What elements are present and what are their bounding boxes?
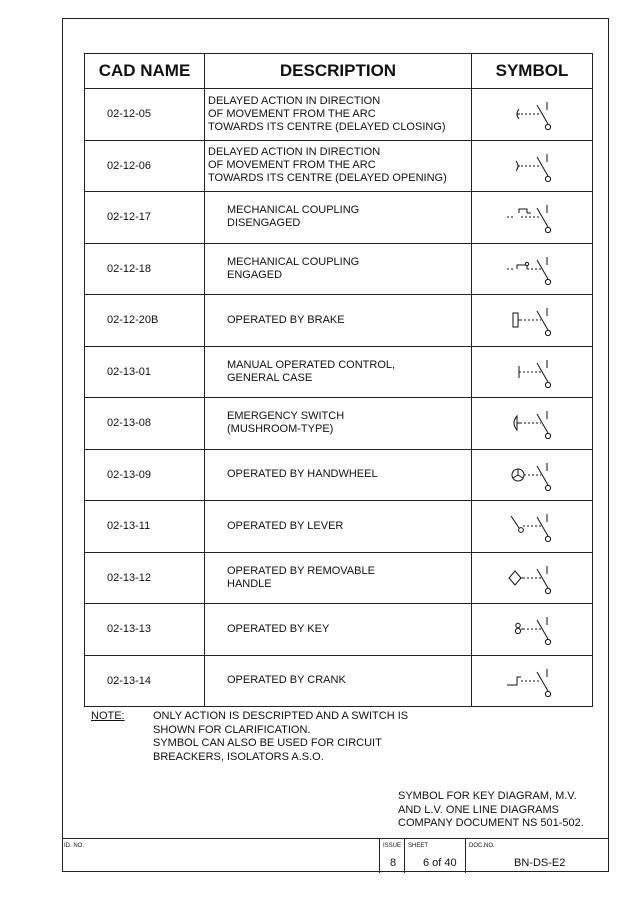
symbol-cell — [472, 295, 593, 347]
doc-label: DOC.NO. — [469, 843, 495, 849]
header-description: DESCRIPTION — [205, 54, 472, 89]
symbol-cell — [472, 140, 593, 192]
cad-name-cell: 02-13-08 — [85, 398, 205, 450]
symbol-cell — [472, 243, 593, 295]
note-text: ONLY ACTION IS DESCRIPTED AND A SWITCH IS SHOWN FOR CLARIFICATION. SYMBOL CAN ALSO BE USED FOR CIRCUIT BREACKERS, ISOLATORS A.S.O. — [153, 710, 409, 763]
symbol-cell — [472, 604, 593, 656]
symbol-cell — [472, 89, 593, 141]
symbol-cell — [472, 398, 593, 450]
cad-name-cell: 02-13-11 — [85, 501, 205, 553]
sheet-label: SHEET — [408, 843, 429, 849]
table-row — [85, 449, 593, 501]
lever-icon — [507, 508, 557, 544]
issue-value: 8 — [390, 857, 397, 869]
description-cell: EMERGENCY SWITCH (MUSHROOM-TYPE) — [205, 398, 472, 450]
title-block — [62, 838, 609, 872]
cad-name-cell: 02-12-20B — [85, 295, 205, 347]
table-row — [85, 346, 593, 398]
table-row — [85, 295, 593, 347]
coupling-engaged-icon — [507, 251, 557, 287]
cad-name-cell: 02-12-05 — [85, 89, 205, 141]
cad-name-cell: 02-12-18 — [85, 243, 205, 295]
cad-name-cell: 02-12-06 — [85, 140, 205, 192]
description-cell: DELAYED ACTION IN DIRECTION OF MOVEMENT FROM THE ARC TOWARDS ITS CENTRE (DELAYED CLOSING) — [205, 89, 472, 141]
cad-name-cell: 02-13-14 — [85, 655, 205, 707]
key-icon — [507, 611, 557, 647]
description-cell: OPERATED BY BRAKE — [205, 295, 472, 347]
manual-control-icon — [507, 354, 557, 390]
description-cell: MECHANICAL COUPLING ENGAGED — [205, 243, 472, 295]
reference-line-1: SYMBOL FOR KEY DIAGRAM, M.V. — [398, 790, 577, 802]
delayed-opening-icon — [507, 148, 557, 184]
symbol-cell — [472, 655, 593, 707]
description-cell: OPERATED BY KEY — [205, 604, 472, 656]
header-symbol: SYMBOL — [472, 54, 593, 89]
description-cell: OPERATED BY CRANK — [205, 655, 472, 707]
description-cell: DELAYED ACTION IN DIRECTION OF MOVEMENT FROM THE ARC TOWARDS ITS CENTRE (DELAYED OPENING) — [205, 140, 472, 192]
sheet-value: 6 of 40 — [423, 857, 457, 869]
table-row — [85, 398, 593, 450]
symbol-cell — [472, 192, 593, 244]
issue-label: ISSUE — [383, 843, 402, 849]
table-row — [85, 140, 593, 192]
symbol-cell — [472, 501, 593, 553]
handwheel-icon — [507, 457, 557, 493]
id-cell — [62, 839, 379, 873]
reference-line-2: AND L.V. ONE LINE DIAGRAMS — [398, 803, 559, 816]
description-cell: MECHANICAL COUPLING DISENGAGED — [205, 192, 472, 244]
table-row — [85, 604, 593, 656]
symbol-table — [84, 53, 593, 707]
doc-cell — [465, 839, 609, 873]
cad-name-cell: 02-13-13 — [85, 604, 205, 656]
table-row — [85, 89, 593, 141]
mushroom-switch-icon — [507, 405, 557, 441]
sheet-cell — [404, 839, 465, 873]
cad-name-cell: 02-13-12 — [85, 552, 205, 604]
cad-name-cell: 02-12-17 — [85, 192, 205, 244]
symbol-cell — [472, 552, 593, 604]
coupling-disengaged-icon — [507, 199, 557, 235]
table-row — [85, 192, 593, 244]
description-cell: OPERATED BY HANDWHEEL — [205, 449, 472, 501]
description-cell: OPERATED BY REMOVABLE HANDLE — [205, 552, 472, 604]
note-label: NOTE: — [91, 710, 125, 722]
reference-note — [398, 790, 591, 831]
table-row — [85, 552, 593, 604]
header-cad-name: CAD NAME — [85, 54, 205, 89]
delayed-closing-icon — [507, 96, 557, 132]
symbol-cell — [472, 449, 593, 501]
id-label: ID. NO. — [64, 843, 85, 849]
issue-cell — [379, 839, 404, 873]
table-row — [85, 655, 593, 707]
cad-name-cell: 02-13-01 — [85, 346, 205, 398]
table-row — [85, 243, 593, 295]
cad-name-cell: 02-13-09 — [85, 449, 205, 501]
doc-value: BN-DS-E2 — [514, 857, 566, 869]
reference-line-3: COMPANY DOCUMENT NS 501-502. — [398, 817, 584, 829]
table-header-row — [85, 54, 593, 89]
crank-icon — [507, 663, 557, 699]
table-row — [85, 501, 593, 553]
description-cell: MANUAL OPERATED CONTROL, GENERAL CASE — [205, 346, 472, 398]
symbol-cell — [472, 346, 593, 398]
removable-handle-icon — [507, 560, 557, 596]
description-cell: OPERATED BY LEVER — [205, 501, 472, 553]
brake-icon — [507, 302, 557, 338]
